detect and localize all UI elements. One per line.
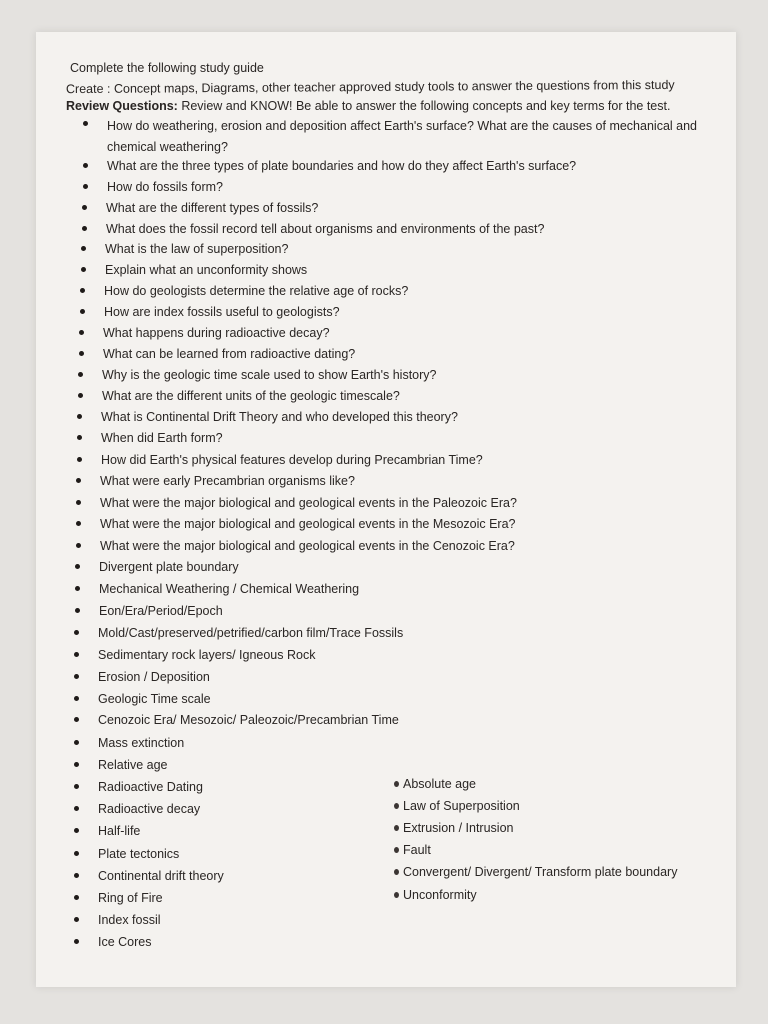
- bullet: [74, 895, 79, 900]
- term-item: Half-life: [98, 823, 140, 839]
- bullet: [78, 372, 83, 377]
- term-item-right: Unconformity: [403, 887, 477, 903]
- bullet: [77, 414, 82, 419]
- instruction-line-1: Complete the following study guide: [70, 61, 264, 75]
- list-item: What were the major biological and geological events in the Paleozoic Era?: [100, 495, 517, 511]
- bullet: [75, 586, 80, 591]
- bullet: [74, 717, 79, 722]
- bullet: [83, 163, 88, 168]
- bullet: [75, 608, 80, 613]
- bullet: [79, 330, 84, 335]
- term-item: Mass extinction: [98, 735, 184, 751]
- bullet: [82, 205, 87, 210]
- list-item: What is the law of superposition?: [105, 241, 288, 257]
- term-item: Ice Cores: [98, 934, 152, 950]
- term-item: Divergent plate boundary: [99, 559, 239, 575]
- bullet: [394, 892, 399, 898]
- term-item: Cenozoic Era/ Mesozoic/ Paleozoic/Precambrian Time: [98, 712, 399, 728]
- list-item: How do geologists determine the relative age of rocks?: [104, 283, 408, 299]
- term-item-right: Extrusion / Intrusion: [403, 820, 513, 836]
- list-item: What are the different types of fossils?: [106, 200, 318, 216]
- bullet: [77, 435, 82, 440]
- bullet: [74, 806, 79, 811]
- list-item: What were the major biological and geological events in the Cenozoic Era?: [100, 538, 515, 554]
- term-item: Geologic Time scale: [98, 691, 211, 707]
- bullet: [74, 740, 79, 745]
- instruction-line-2: Create : Concept maps, Diagrams, other teacher approved study tools to answer the questions from this study: [65, 77, 675, 97]
- bullet: [83, 121, 88, 126]
- term-item: Continental drift theory: [98, 868, 224, 884]
- list-item: What happens during radioactive decay?: [103, 325, 330, 341]
- list-item: How are index fossils useful to geologists?: [104, 304, 340, 320]
- bullet: [394, 847, 399, 853]
- bullet: [394, 825, 399, 831]
- bullet: [81, 246, 86, 251]
- review-questions-text: Review and KNOW! Be able to answer the following concepts and key terms for the test.: [181, 99, 671, 113]
- list-item: How did Earth's physical features develop during Precambrian Time?: [101, 452, 483, 468]
- term-item: Index fossil: [98, 912, 161, 928]
- bullet: [78, 393, 83, 398]
- bullet: [83, 184, 88, 189]
- bullet: [79, 351, 84, 356]
- bullet: [80, 288, 85, 293]
- term-item: Radioactive decay: [98, 801, 200, 817]
- term-item: Ring of Fire: [98, 890, 163, 906]
- bullet: [76, 500, 81, 505]
- term-item: Mechanical Weathering / Chemical Weathering: [99, 581, 359, 597]
- term-item: Relative age: [98, 757, 168, 773]
- list-item: Why is the geologic time scale used to show Earth's history?: [102, 367, 437, 383]
- term-item: Plate tectonics: [98, 846, 179, 862]
- term-item-right: Fault: [403, 842, 431, 858]
- bullet: [74, 939, 79, 944]
- bullet: [394, 781, 399, 787]
- list-item: What were early Precambrian organisms like?: [100, 473, 355, 489]
- term-item-right: Convergent/ Divergent/ Transform plate boundary: [403, 864, 677, 880]
- list-item: Explain what an unconformity shows: [105, 262, 307, 278]
- list-item: What can be learned from radioactive dating?: [103, 346, 355, 362]
- bullet: [74, 652, 79, 657]
- bullet: [74, 674, 79, 679]
- bullet: [80, 309, 85, 314]
- bullet: [76, 478, 81, 483]
- study-guide-page: [36, 32, 736, 987]
- bullet: [74, 873, 79, 878]
- term-item: Mold/Cast/preserved/petrified/carbon film/Trace Fossils: [98, 625, 403, 641]
- bullet: [74, 762, 79, 767]
- term-item-right: Absolute age: [403, 776, 476, 792]
- bullet: [75, 564, 80, 569]
- list-item: What are the three types of plate boundaries and how do they affect Earth's surface?: [107, 158, 576, 174]
- bullet: [74, 784, 79, 789]
- list-item: What is Continental Drift Theory and who developed this theory?: [101, 409, 458, 425]
- list-item: When did Earth form?: [101, 430, 223, 446]
- bullet: [394, 869, 399, 875]
- bullet: [74, 917, 79, 922]
- term-item: Eon/Era/Period/Epoch: [99, 603, 223, 619]
- term-item: Radioactive Dating: [98, 779, 203, 795]
- term-item: Erosion / Deposition: [98, 669, 210, 685]
- list-item: What does the fossil record tell about organisms and environments of the past?: [106, 221, 544, 237]
- list-item: How do fossils form?: [107, 179, 223, 195]
- bullet: [74, 828, 79, 833]
- review-questions-label: Review Questions:: [66, 99, 178, 113]
- term-item: Sedimentary rock layers/ Igneous Rock: [98, 647, 315, 663]
- bullet: [81, 267, 86, 272]
- bullet: [74, 851, 79, 856]
- bullet: [74, 696, 79, 701]
- bullet: [394, 803, 399, 809]
- instruction-line-3: [66, 98, 670, 114]
- list-item: What are the different units of the geologic timescale?: [102, 388, 400, 404]
- term-item-right: Law of Superposition: [403, 798, 520, 814]
- bullet: [77, 457, 82, 462]
- list-item: How do weathering, erosion and deposition affect Earth's surface? What are the causes of mechanical and chemical weathering?: [107, 116, 697, 158]
- bullet: [76, 521, 81, 526]
- bullet: [76, 543, 81, 548]
- bullet: [82, 226, 87, 231]
- bullet: [74, 630, 79, 635]
- list-item: What were the major biological and geological events in the Mesozoic Era?: [100, 516, 516, 532]
